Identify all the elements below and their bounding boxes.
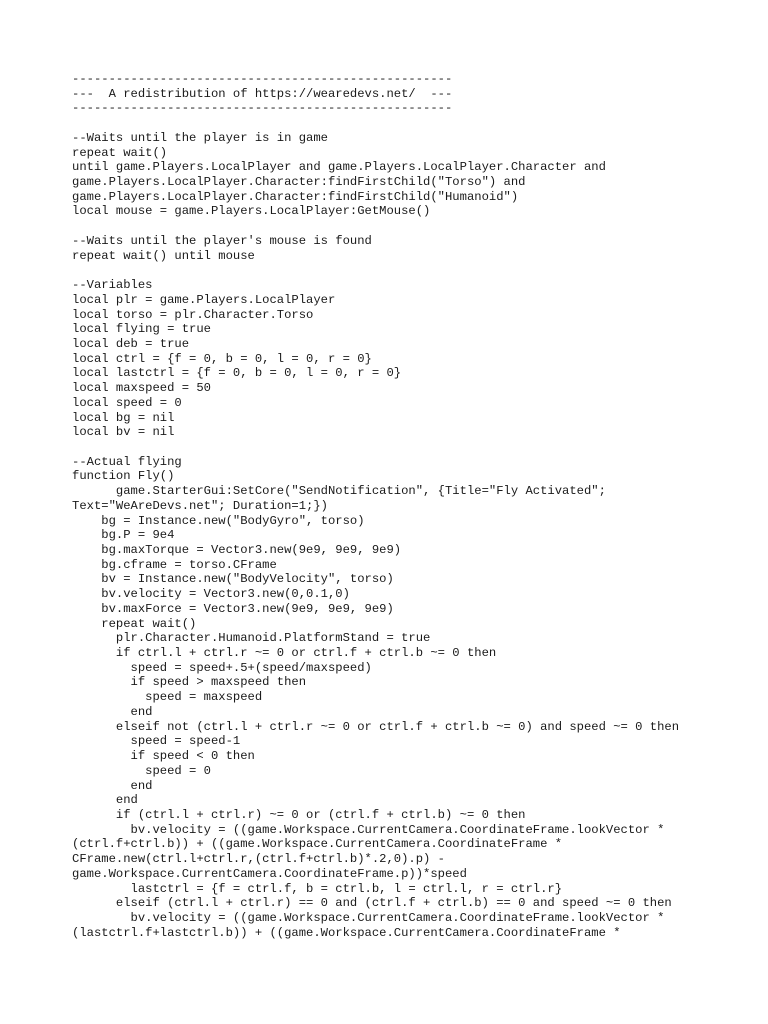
code-line: ---------------------------------------------------- [72,72,453,86]
code-line [72,263,712,278]
code-line: elseif (ctrl.l + ctrl.r) == 0 and (ctrl.f + ctrl.b) == 0 and speed ~= 0 then [72,896,672,911]
code-line: bg.cframe = torso.CFrame [72,557,277,572]
code-line: local ctrl = {f = 0, b = 0, l = 0, r = 0} [72,351,372,366]
code-line: local plr = game.Players.LocalPlayer [72,292,336,307]
code-line: speed = speed-1 [72,734,241,749]
code-line: local deb = true [72,336,190,351]
code-line: local speed = 0 [72,395,182,410]
code-line: local lastctrl = {f = 0, b = 0, l = 0, r = 0} [72,366,402,381]
code-line: function Fly() [72,469,175,484]
code-document [72,72,712,940]
code-line: elseif not (ctrl.l + ctrl.r ~= 0 or ctrl.f + ctrl.b ~= 0) and speed ~= 0 then [72,719,680,734]
code-line: local bg = nil [72,410,175,425]
code-line: local maxspeed = 50 [72,381,211,396]
code-line: end [72,704,153,719]
code-line: local mouse = game.Players.LocalPlayer:GetMouse() [72,204,431,219]
code-line: plr.Character.Humanoid.PlatformStand = true [72,631,431,646]
code-line: if speed > maxspeed then [72,675,307,690]
code-line: repeat wait() [72,145,168,160]
code-line: if ctrl.l + ctrl.r ~= 0 or ctrl.f + ctrl.b ~= 0 then [72,646,497,661]
code-line: bg = Instance.new("BodyGyro", torso) [72,513,365,528]
code-line: if speed < 0 then [72,749,255,764]
code-line: bv.maxForce = Vector3.new(9e9, 9e9, 9e9) [72,601,394,616]
code-line: bv.velocity = ((game.Workspace.CurrentCamera.CoordinateFrame.lookVector * [72,910,665,925]
code-line: Text="WeAreDevs.net"; Duration=1;}) [72,498,328,513]
code-line: until game.Players.LocalPlayer and game.Players.LocalPlayer.Character and [72,160,606,175]
code-line: game.Players.LocalPlayer.Character:findFirstChild("Humanoid") [72,189,519,204]
code-line: end [72,778,153,793]
code-line: local flying = true [72,322,211,337]
code-line: lastctrl = {f = ctrl.f, b = ctrl.b, l = ctrl.l, r = ctrl.r} [72,881,563,896]
code-line: local torso = plr.Character.Torso [72,307,314,322]
code-line: if (ctrl.l + ctrl.r) ~= 0 or (ctrl.f + ctrl.b) ~= 0 then [72,807,526,822]
code-line: repeat wait() [72,616,197,631]
code-line: bv.velocity = Vector3.new(0,0.1,0) [72,587,350,602]
code-line: game.Workspace.CurrentCamera.CoordinateFrame.p))*speed [72,866,467,881]
code-line: repeat wait() until mouse [72,248,255,263]
code-line: speed = 0 [72,763,211,778]
code-line: bg.P = 9e4 [72,528,175,543]
code-line: (lastctrl.f+lastctrl.b)) + ((game.Workspace.CurrentCamera.CoordinateFrame * [72,925,621,940]
code-line: bv = Instance.new("BodyVelocity", torso) [72,572,394,587]
code-line [72,219,712,234]
code-line [72,440,712,455]
code-line: local bv = nil [72,425,175,440]
code-line: game.StarterGui:SetCore("SendNotification", {Title="Fly Activated"; [72,484,606,499]
code-line: --Actual flying [72,454,182,469]
code-line: speed = maxspeed [72,690,263,705]
code-line: bg.maxTorque = Vector3.new(9e9, 9e9, 9e9) [72,543,402,557]
code-line: end [72,793,138,808]
code-line: --Variables [72,278,153,293]
code-line: (ctrl.f+ctrl.b)) + ((game.Workspace.CurrentCamera.CoordinateFrame * [72,837,563,852]
code-line [72,116,712,131]
code-line: ---------------------------------------------------- [72,101,453,116]
code-line: speed = speed+.5+(speed/maxspeed) [72,660,372,675]
code-line: CFrame.new(ctrl.l+ctrl.r,(ctrl.f+ctrl.b)*.2,0).p) - [72,852,445,867]
code-line: bv.velocity = ((game.Workspace.CurrentCamera.CoordinateFrame.lookVector * [72,822,665,837]
code-line: --Waits until the player's mouse is found [72,233,372,248]
code-line: --- A redistribution of https://wearedevs.net/ --- [72,86,453,101]
code-line: --Waits until the player is in game [72,130,328,145]
code-line: game.Players.LocalPlayer.Character:findFirstChild("Torso") and [72,175,526,190]
